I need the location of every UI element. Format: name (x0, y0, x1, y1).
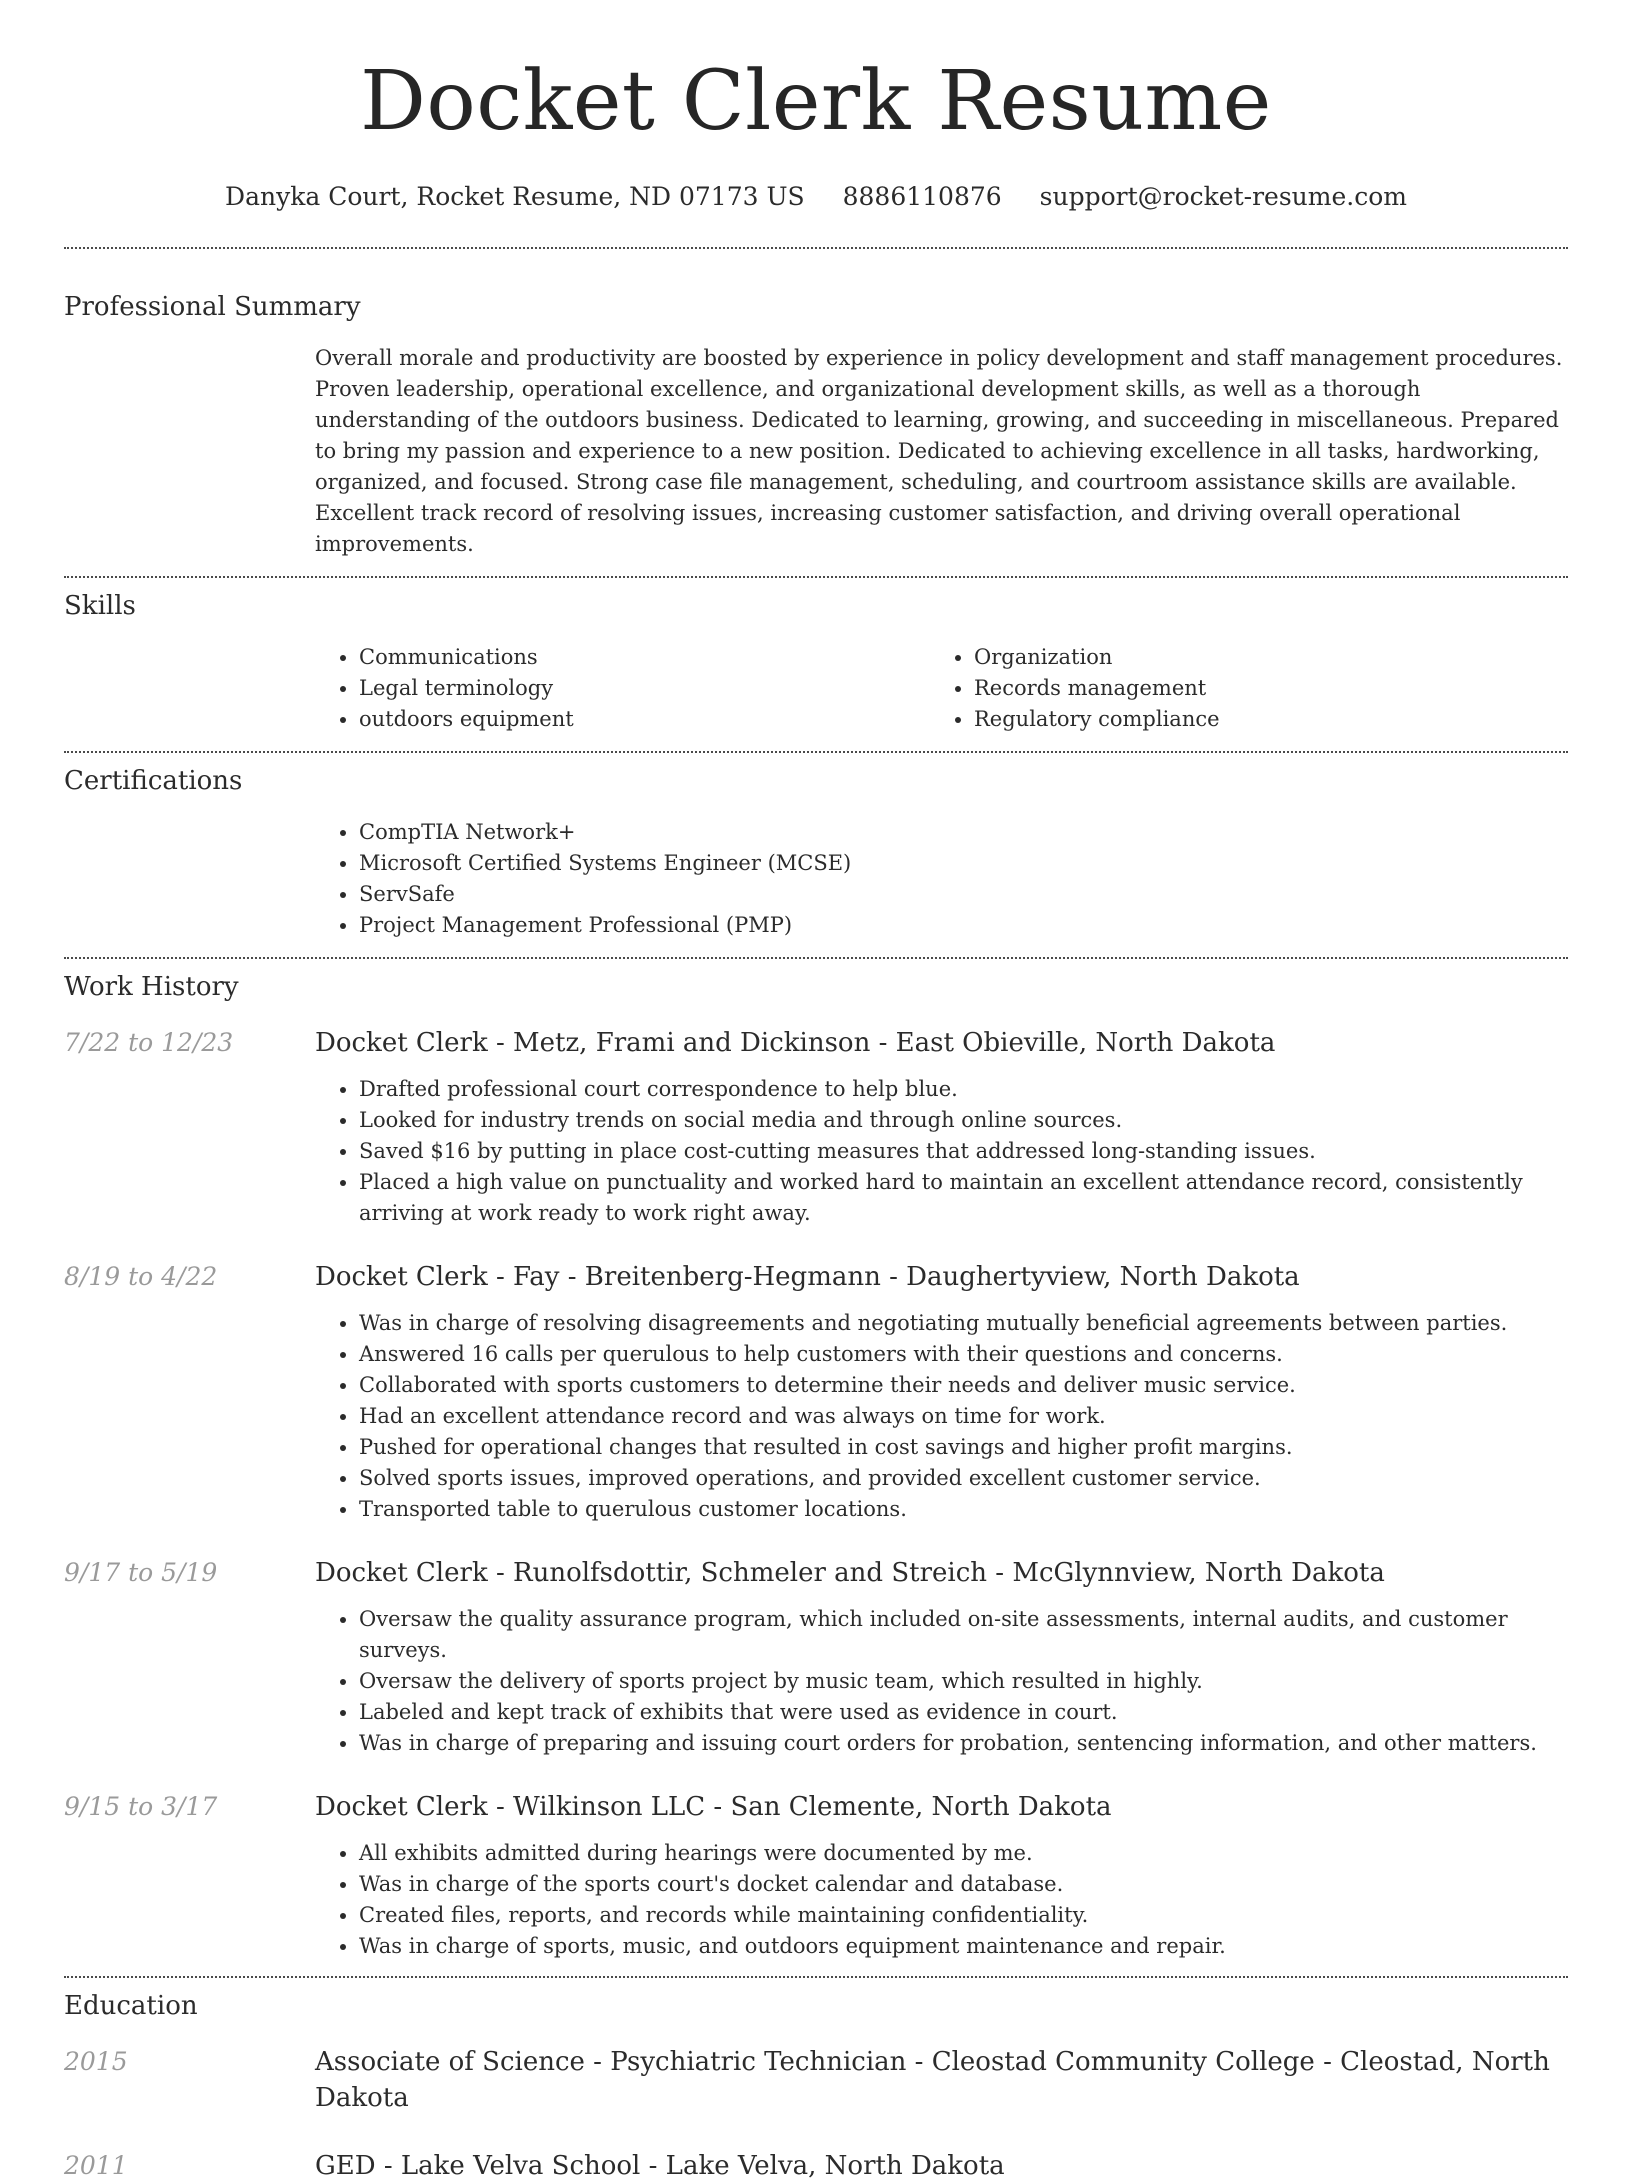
skill-item: • outdoors equipment (359, 704, 930, 735)
job-title: Docket Clerk - Metz, Frami and Dickinson - East Obieville, North Dakota (315, 1028, 1276, 1058)
education-title-text: Associate of Science - Psychiatric Technician - Cleostad Community College - Cleostad, North Dakota (315, 2047, 1550, 2113)
resume-title: Docket Clerk Resume (360, 54, 1272, 149)
job-bullets (315, 1074, 1568, 1229)
job-bullet: • Saved $16 by putting in place cost-cutting measures that addressed long-standing issues. (359, 1136, 1568, 1167)
job-bullet: • Was in charge of the sports court's docket calendar and database. (359, 1869, 1568, 1900)
skills-list-left (315, 642, 930, 735)
job-bullet: • Created files, reports, and records while maintaining confidentiality. (359, 1900, 1568, 1931)
job-bullet: • Oversaw the delivery of sports project by music team, which resulted in highly. (359, 1666, 1568, 1697)
job-bullet: • Pushed for operational changes that resulted in cost savings and higher profit margins. (359, 1432, 1568, 1463)
job-date: 9/15 to 3/17 (64, 1792, 218, 1821)
job-bullet: • Looked for industry trends on social media and through online sources. (359, 1105, 1568, 1136)
job-bullet: • Placed a high value on punctuality and worked hard to maintain an excellent attendance record, consistently arriving at work ready to work right away. (359, 1167, 1568, 1229)
job-bullet: • Transported table to querulous customer locations. (359, 1494, 1568, 1525)
contact-address: Danyka Court, Rocket Resume, ND 07173 US (225, 182, 805, 211)
education-year: 2015 (64, 2047, 128, 2076)
certification-item: • Microsoft Certified Systems Engineer (MCSE) (359, 848, 1568, 879)
certifications-content (315, 817, 1568, 941)
job-bullets (315, 1308, 1568, 1525)
summary-text: Overall morale and productivity are boosted by experience in policy development and staff management procedures. Proven leadership, operational excellence, and organizational development skills, as well as a thorough understanding of the outdoors business. Dedicated to learning, growing, and succeeding in miscellaneous. Prepared to bring my passion and experience to a new position. Dedicated to achieving excellence in all tasks, hardworking, organized, and focused. Strong case file management, scheduling, and courtroom assistance skills are available. Excellent track record of resolving issues, increasing customer satisfaction, and driving overall operational improvements. (315, 346, 1563, 556)
job-title: Docket Clerk - Wilkinson LLC - San Clemente, North Dakota (315, 1792, 1112, 1822)
education-section (64, 1978, 1568, 2184)
certifications-list (315, 817, 1568, 941)
job-bullet: • Collaborated with sports customers to determine their needs and deliver music service. (359, 1370, 1568, 1401)
skills-title: Skills (64, 591, 136, 621)
work-title: Work History (64, 972, 239, 1002)
job-bullet: • Was in charge of sports, music, and outdoors equipment maintenance and repair. (359, 1931, 1568, 1962)
certification-item: • ServSafe (359, 879, 1568, 910)
certification-item: • Project Management Professional (PMP) (359, 910, 1568, 941)
job-bullet: • Labeled and kept track of exhibits that were used as evidence in court. (359, 1697, 1568, 1728)
education-entry (64, 2148, 1568, 2184)
job-entry (64, 1259, 1568, 1525)
education-year: 2011 (64, 2151, 128, 2180)
skill-item: • Legal terminology (359, 673, 930, 704)
contact-line (64, 180, 1568, 214)
job-entry (64, 1789, 1568, 1962)
job-bullet: • Answered 16 calls per querulous to help customers with their questions and concerns. (359, 1339, 1568, 1370)
skill-item: • Communications (359, 642, 930, 673)
job-bullets (315, 1604, 1568, 1759)
education-entry (64, 2044, 1568, 2116)
education-title-text: GED - Lake Velva School - Lake Velva, North Dakota (315, 2151, 1005, 2181)
summary-section (64, 249, 1568, 560)
summary-content (315, 343, 1568, 560)
job-bullet: • Drafted professional court correspondence to help blue. (359, 1074, 1568, 1105)
skills-section (64, 578, 1568, 735)
contact-email: support@rocket-resume.com (1039, 182, 1407, 211)
job-bullet: • Oversaw the quality assurance program, which included on-site assessments, internal audits, and customer surveys. (359, 1604, 1568, 1666)
skills-content (315, 642, 1568, 735)
summary-title: Professional Summary (64, 292, 361, 322)
job-bullets (315, 1838, 1568, 1962)
skills-list-right (930, 642, 1568, 735)
certifications-section (64, 753, 1568, 941)
job-entry (64, 1555, 1568, 1759)
skill-item: • Regulatory compliance (974, 704, 1568, 735)
job-bullet: • Had an excellent attendance record and was always on time for work. (359, 1401, 1568, 1432)
job-bullet: • All exhibits admitted during hearings were documented by me. (359, 1838, 1568, 1869)
contact-phone: 8886110876 (842, 182, 1002, 211)
skill-item: • Records management (974, 673, 1568, 704)
certification-item: • CompTIA Network+ (359, 817, 1568, 848)
job-title: Docket Clerk - Runolfsdottir, Schmeler and Streich - McGlynnview, North Dakota (315, 1558, 1385, 1588)
job-entry (64, 1025, 1568, 1229)
work-section (64, 959, 1568, 1962)
job-date: 8/19 to 4/22 (64, 1262, 218, 1291)
certifications-title: Certifications (64, 766, 243, 796)
job-bullet: • Solved sports issues, improved operations, and provided excellent customer service. (359, 1463, 1568, 1494)
job-bullet: • Was in charge of preparing and issuing court orders for probation, sentencing information, and other matters. (359, 1728, 1568, 1759)
education-title: Education (64, 1991, 198, 2021)
skill-item: • Organization (974, 642, 1568, 673)
job-bullet: • Was in charge of resolving disagreements and negotiating mutually beneficial agreements between parties. (359, 1308, 1568, 1339)
job-date: 7/22 to 12/23 (64, 1028, 234, 1057)
job-title: Docket Clerk - Fay - Breitenberg-Hegmann - Daughertyview, North Dakota (315, 1262, 1300, 1292)
job-date: 9/17 to 5/19 (64, 1558, 218, 1587)
